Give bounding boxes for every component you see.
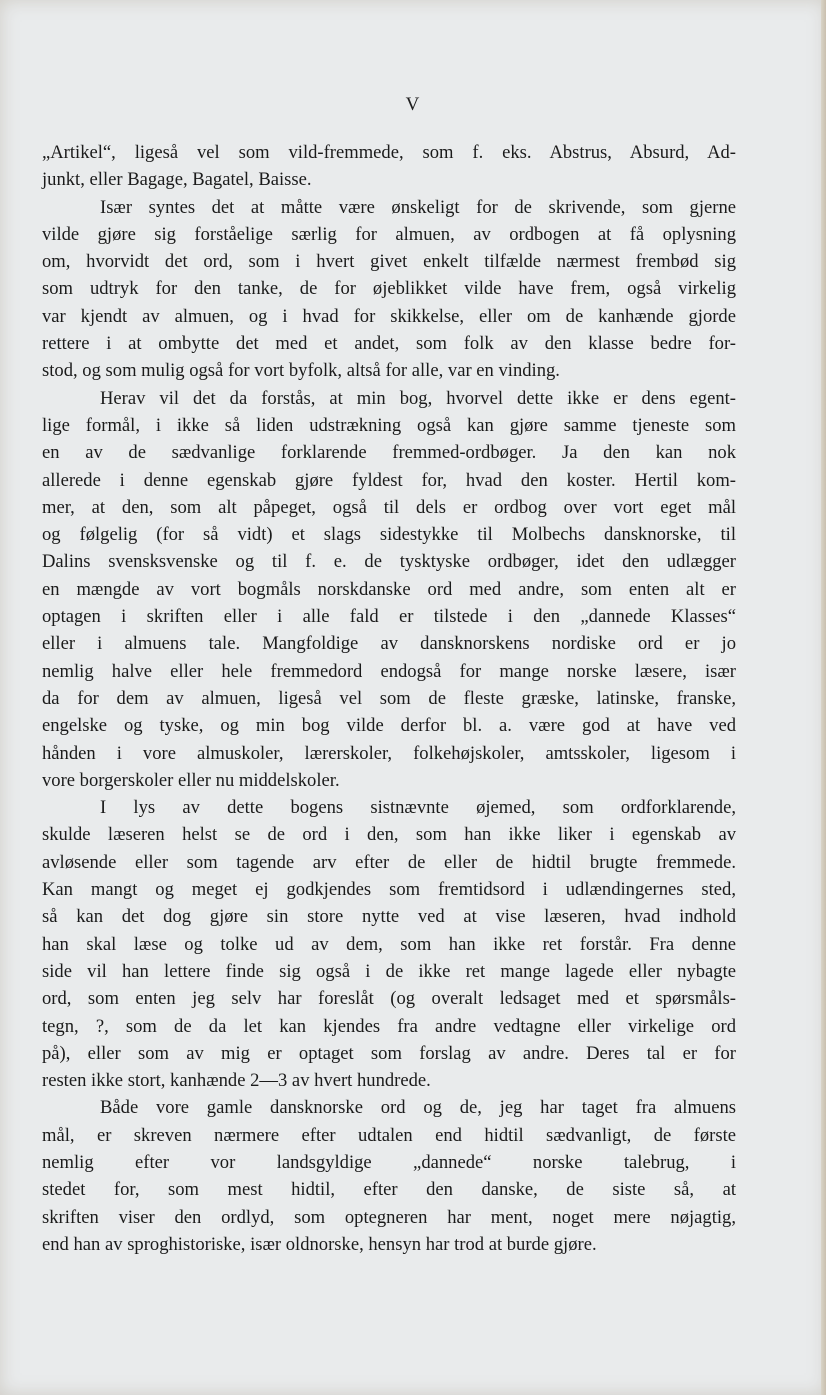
text-line: junkt, eller Bagage, Bagatel, Baisse. xyxy=(42,169,312,191)
text-line: avløsende eller som tagende arv efter de eller de hidtil brugte fremmede. xyxy=(42,851,736,873)
text-line: hånden i vore almuskoler, lærerskoler, folkehøjskoler, amtsskoler, ligesom i xyxy=(42,742,736,764)
text-line: end han av sproghistoriske, især oldnorske, hensyn har trod at burde gjøre. xyxy=(42,1233,597,1255)
text-line: var kjendt av almuen, og i hvad for skikkelse, eller om de kanhænde gjorde xyxy=(42,305,736,327)
text-line: en mængde av vort bogmåls norskdanske ord med andre, som enten alt er xyxy=(42,578,736,600)
text-line: Kan mangt og meget ej godkjendes som fremtidsord i udlændingernes sted, xyxy=(42,879,736,901)
page-edge xyxy=(821,0,826,1395)
text-line: vore borgerskoler eller nu middelskoler. xyxy=(42,769,340,791)
text-line: resten ikke stort, kanhænde 2—3 av hvert hundrede. xyxy=(42,1070,431,1092)
text-line: Herav vil det da forstås, at min bog, hvorvel dette ikke er dens egent- xyxy=(100,387,736,409)
text-line: „Artikel“, ligeså vel som vild-fremmede, som f. eks. Abstrus, Absurd, Ad- xyxy=(42,142,736,163)
body-text xyxy=(42,139,736,1258)
text-line: så kan det dog gjøre sin store nytte ved at vise læseren, hvad indhold xyxy=(42,906,736,928)
text-line: ord, som enten jeg selv har foreslåt (og overalt ledsaget med et spørsmåls- xyxy=(42,988,736,1010)
text-line: side vil han lettere finde sig også i de ikke ret mange lagede eller nybagte xyxy=(42,960,736,982)
text-line: da for dem av almuen, ligeså vel som de fleste græske, latinske, franske, xyxy=(42,687,736,709)
text-line: lige formål, i ikke så liden udstrækning også kan gjøre samme tjeneste som xyxy=(42,414,736,436)
text-line: skriften viser den ordlyd, som optegneren har ment, noget mere nøjagtig, xyxy=(42,1206,736,1228)
text-line: en av de sædvanlige forklarende fremmed-ordbøger. Ja den kan nok xyxy=(42,442,736,464)
text-line: Dalins svensksvenske og til f. e. de tysktyske ordbøger, idet den udlægger xyxy=(42,551,736,573)
text-line: mer, at den, som alt påpeget, også til dels er ordbog over vort eget mål xyxy=(42,496,736,518)
text-line: og følgelig (for så vidt) et slags sidestykke til Molbechs dansknorske, til xyxy=(42,524,736,546)
text-line: mål, er skreven nærmere efter udtalen end hidtil sædvanligt, de første xyxy=(42,1124,736,1146)
text-line: engelske og tyske, og min bog vilde derfor bl. a. være god at have ved xyxy=(42,715,736,737)
text-line: nemlig halve eller hele fremmedord endogså for mange norske læsere, især xyxy=(42,660,736,682)
text-line: Både vore gamle dansknorske ord og de, jeg har taget fra almuens xyxy=(100,1097,736,1119)
text-line: Især syntes det at måtte være ønskeligt for de skrivende, som gjerne xyxy=(100,196,736,218)
text-line: I lys av dette bogens sistnævnte øjemed, som ordforklarende, xyxy=(100,797,736,819)
text-line: skulde læseren helst se de ord i den, som han ikke liker i egenskab av xyxy=(42,824,736,846)
text-line: om, hvorvidt det ord, som i hvert givet enkelt tilfælde nærmest frembød sig xyxy=(42,251,736,273)
text-line: på), eller som av mig er optaget som forslag av andre. Deres tal er for xyxy=(42,1042,736,1064)
text-line: stedet for, som mest hidtil, efter den danske, de siste så, at xyxy=(42,1179,736,1201)
text-line: stod, og som mulig også for vort byfolk, altså for alle, var en vinding. xyxy=(42,360,560,382)
text-line: eller i almuens tale. Mangfoldige av dansknorskens nordiske ord er jo xyxy=(42,633,736,655)
text-line: han skal læse og tolke ud av dem, som han ikke ret forstår. Fra denne xyxy=(42,933,736,955)
text-line: rettere i at ombytte det med et andet, som folk av den klasse bedre for- xyxy=(42,333,736,355)
page-number: V xyxy=(405,94,421,115)
text-line: allerede i denne egenskab gjøre fyldest for, hvad den koster. Hertil kom- xyxy=(42,469,736,491)
text-line: vilde gjøre sig forståelige særlig for almuen, av ordbogen at få oplysning xyxy=(42,223,736,245)
text-line: optagen i skriften eller i alle fald er tilstede i den „dannede Klasses“ xyxy=(42,606,736,628)
text-line: som udtryk for den tanke, de for øjeblikket vilde have frem, også virkelig xyxy=(42,278,736,300)
text-line: tegn, ?, som de da let kan kjendes fra andre vedtagne eller virkelige ord xyxy=(42,1015,736,1037)
text-line: nemlig efter vor landsgyldige „dannede“ norske talebrug, i xyxy=(42,1151,736,1173)
